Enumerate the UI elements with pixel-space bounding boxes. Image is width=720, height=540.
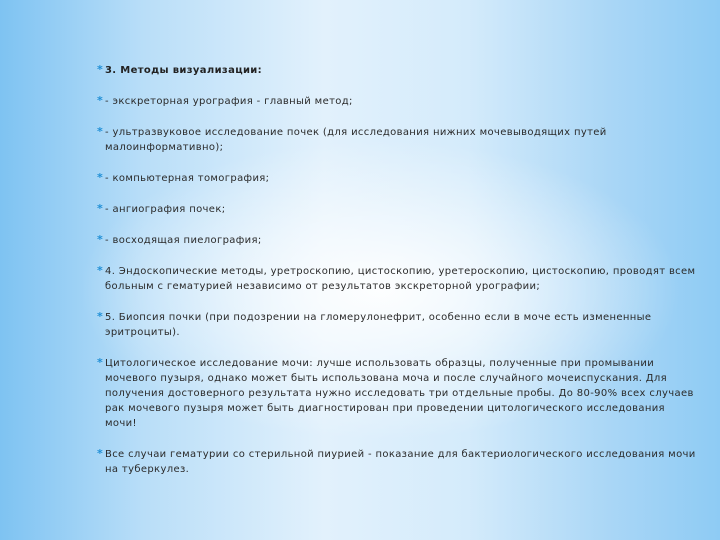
bullet-text: - экскреторная урография - главный метод; (105, 96, 353, 107)
bullet-marker: * (97, 310, 104, 323)
bullet-item (97, 171, 697, 186)
bullet-marker: * (97, 171, 104, 184)
bullet-text: Цитологическое исследование мочи: лучше использовать образцы, полученные при промывании мочевого пузыря, однако может быть использована моча и после случайного мочеиспускания. Для получения достоверного результата нужно исследовать три отдельные пробы. До 80-90% всех случаев рак мочевого пузыря может быть диагностирован при проведении цитологического исследования мочи! (105, 358, 694, 429)
bullet-text: - компьютерная томография; (105, 173, 270, 184)
bullet-item (97, 356, 697, 431)
bullet-item-heading (97, 63, 697, 78)
bullet-text: 4. Эндоскопические методы, уретроскопию, цистоскопию, уретероскопию, цистоскопию, проводят всем больным с гематурией независимо от результатов экскреторной урографии; (105, 266, 696, 292)
bullet-item (97, 233, 697, 248)
bullet-text: - ангиография почек; (105, 204, 226, 215)
bullet-item (97, 447, 697, 477)
bullet-item (97, 264, 697, 294)
bullet-text: Все случаи гематурии со стерильной пиурией - показание для бактериологического исследования мочи на туберкулез. (105, 449, 696, 475)
bullet-text: 5. Биопсия почки (при подозрении на гломерулонефрит, особенно если в моче есть измененные эритроциты). (105, 312, 652, 338)
bullet-marker: * (97, 94, 104, 107)
bullet-item (97, 94, 697, 109)
bullet-marker: * (97, 264, 104, 277)
bullet-item (97, 125, 697, 155)
bullet-marker: * (97, 233, 104, 246)
bullet-marker: * (97, 63, 104, 76)
bullet-marker: * (97, 356, 104, 369)
bullet-text: - ультразвуковое исследование почек (для исследования нижних мочевыводящих путей малоинформативно); (105, 127, 607, 153)
bullet-marker: * (97, 202, 104, 215)
bullet-text: - восходящая пиелография; (105, 235, 262, 246)
heading-text: 3. Методы визуализации: (105, 65, 263, 76)
bullet-item (97, 310, 697, 340)
bullet-list (97, 63, 697, 493)
bullet-marker: * (97, 125, 104, 138)
bullet-marker: * (97, 447, 104, 460)
bullet-item (97, 202, 697, 217)
